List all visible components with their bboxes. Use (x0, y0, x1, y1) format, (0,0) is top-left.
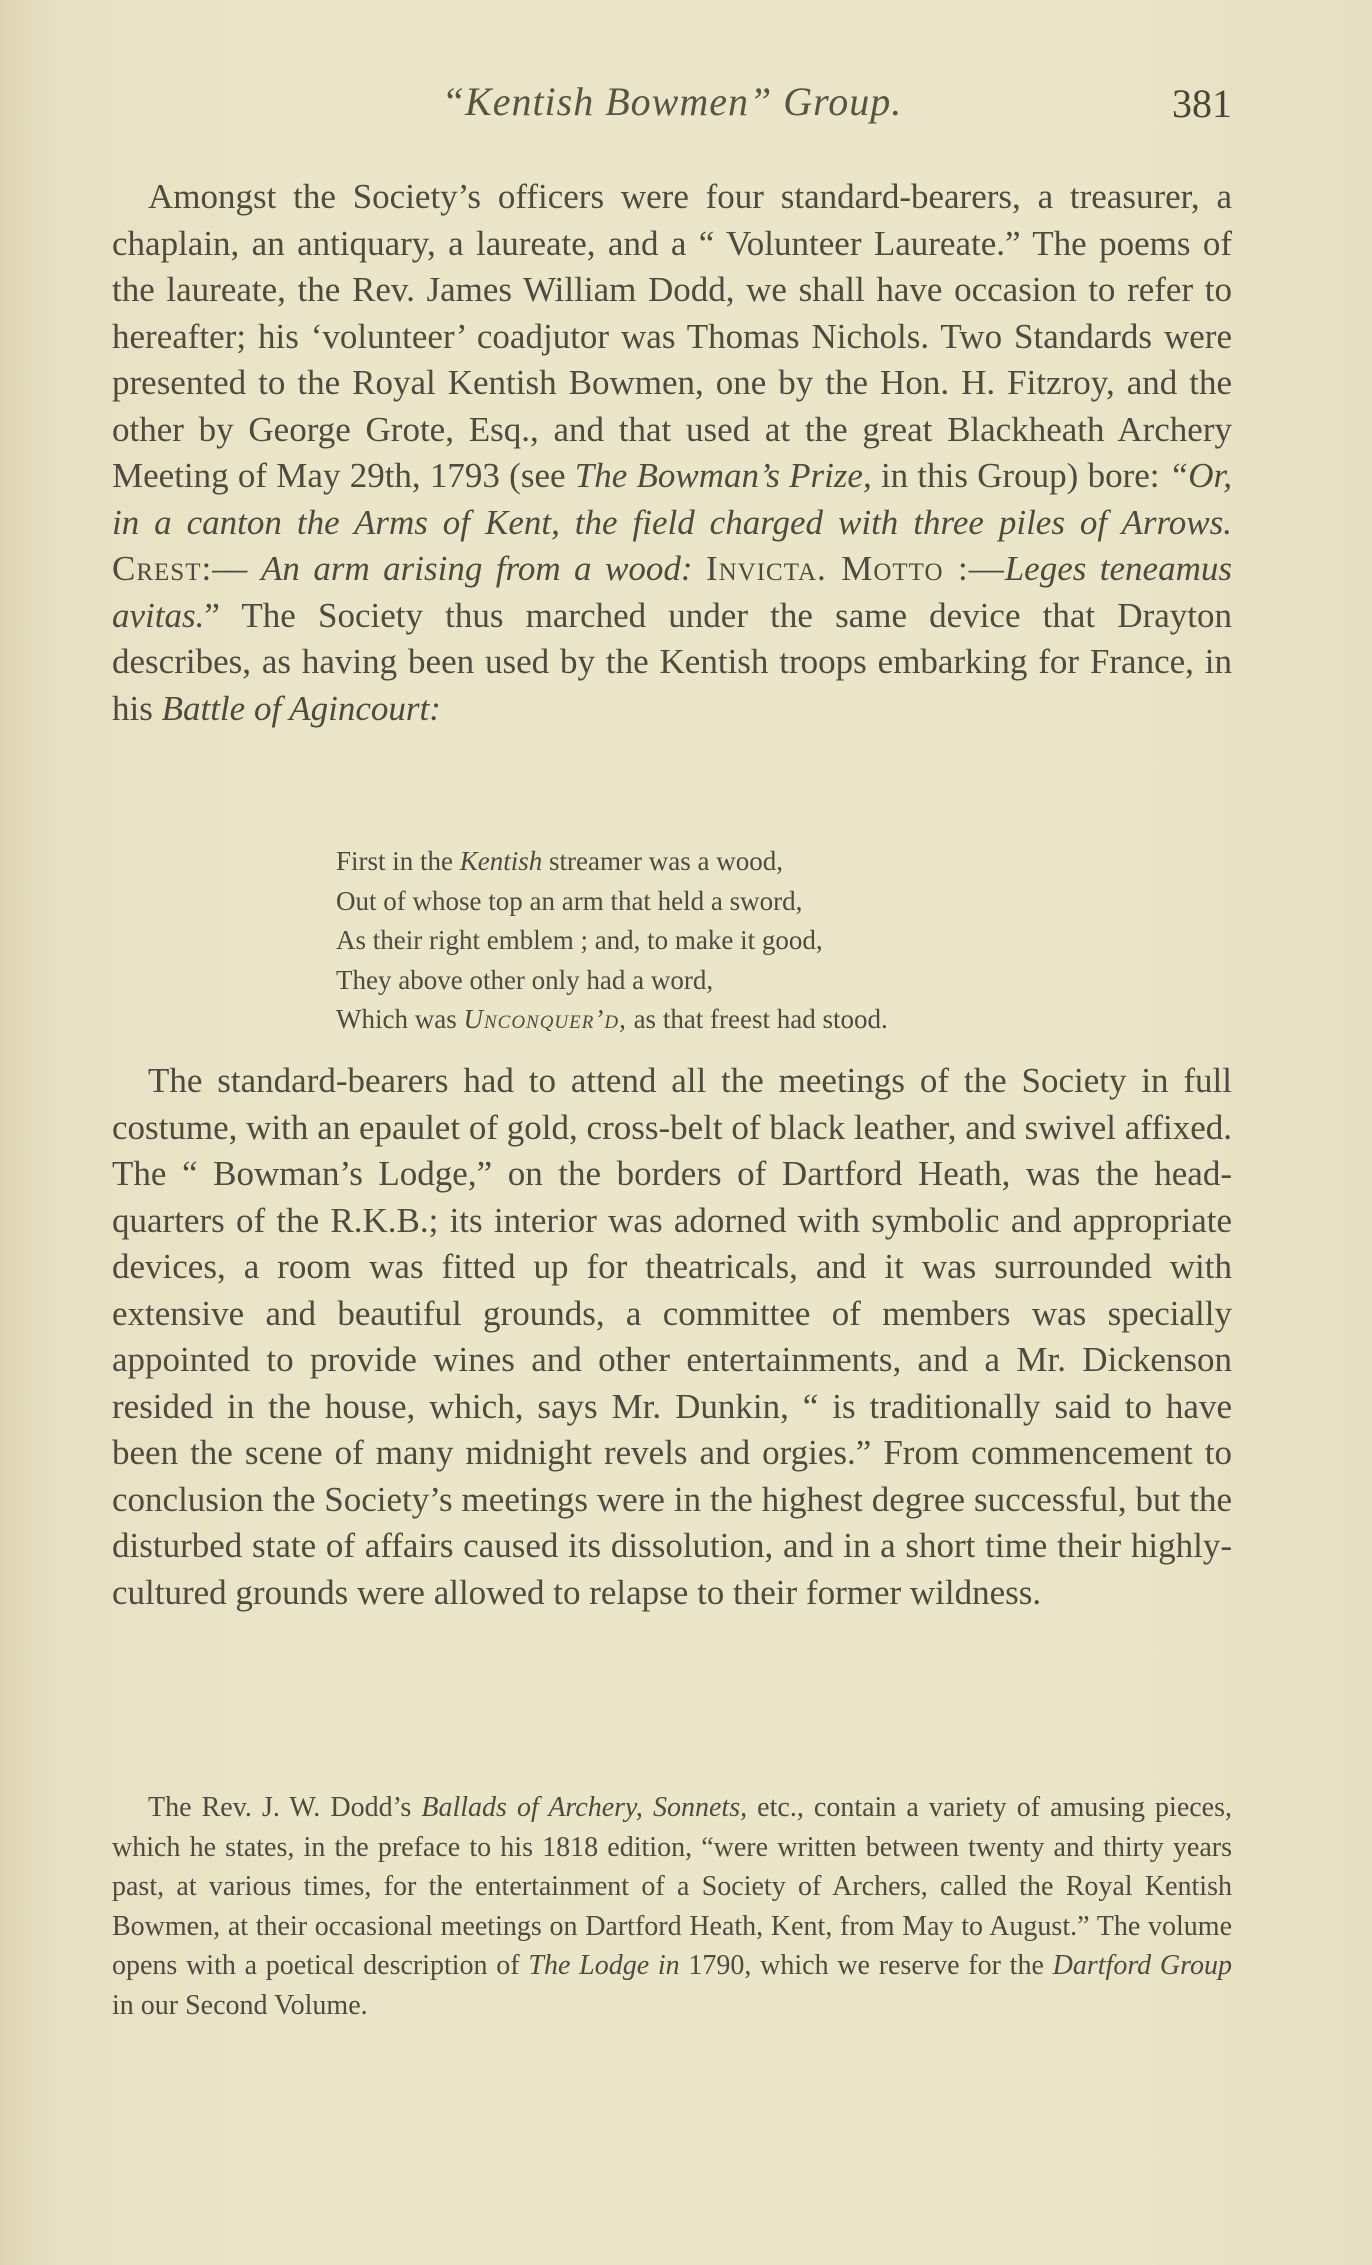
title-bowmans-prize: The Bowman’s Prize, (574, 456, 872, 495)
invicta-text: Invicta. (705, 549, 827, 588)
paragraph-text: ” The Society thus marched under the same device that Drayton describes, as having been used by the Kentish troops embarking for France, in his (112, 595, 1232, 728)
motto-label: Motto :— (826, 549, 1005, 588)
poem-italic: Kentish (459, 846, 543, 876)
page-number: 381 (1172, 81, 1232, 126)
note-text: 1790, which we reserve for the (679, 1950, 1053, 1981)
crest-label: Crest:— (112, 549, 249, 588)
note-text: etc., contain a variety of amusing pieces, which he states, in the preface to his 1818 edition, “were written between twenty and thirty years past, at various times, for the entertainment of a Society of Archers, called the Royal Kentish Bowmen, at their occasional meetings on Dartford Heath, Kent, from May to August.” The volume opens with a poetical description of (112, 1792, 1233, 1981)
poem-line (336, 1000, 1136, 1040)
title-dartford-group: Dartford Group (1052, 1950, 1232, 1981)
paragraph-officers (112, 174, 1232, 732)
poem-line (336, 842, 1136, 882)
page-header (112, 78, 1232, 138)
title-the-lodge: The Lodge in (528, 1950, 680, 1981)
footnote (112, 1788, 1232, 2025)
motto-text: Leges teneamus avitas. (112, 549, 1232, 635)
poem-line: Out of whose top an arm that held a sword, (336, 885, 803, 916)
title-battle-of-agincourt: Battle of Agincourt: (161, 688, 441, 728)
crest-text: An arm arising from a wood: (248, 549, 706, 588)
poem-italic: Unconquer’d, (463, 1004, 627, 1034)
paragraph-text: The standard-bearers had to attend all the meetings of the Society in full costume, with an epaulet of gold, cross-belt of black leather, and swivel affixed. The “ Bowman’s Lodge,” on the borders of Dartford Heath, was the head-quarters of the R.K.B.; its interior was adorned with symbolic and appropriate devices, a room was fitted up for theatricals, and it was surrounded with extensive and beautiful grounds, a committee of members was specially appointed to provide wines and other entertainments, and a Mr. Dickenson resided in the house, which, says Mr. Dunkin, “ is traditionally said to have been the scene of many midnight revels and orgies.” From commencement to conclusion the Society’s meetings were in the highest degree successful, but the disturbed state of affairs caused its dissolution, and in a short time their highly-cultured grounds were allowed to relapse to their former wildness. (112, 1061, 1232, 1612)
running-title: “Kentish Bowmen” Group. (441, 79, 903, 124)
paragraph-standard-bearers (112, 1058, 1232, 1616)
poem-text: streamer was a wood, (542, 846, 783, 876)
paragraph-text: in this Group) bore: (871, 456, 1169, 495)
poem-text: First in the (336, 846, 460, 876)
poem-line: As their right emblem ; and, to make it good, (336, 925, 823, 955)
poem-text: as that freest had stood. (626, 1004, 888, 1034)
poem-quotation (336, 842, 1136, 1040)
note-text: The Rev. J. W. Dodd’s (148, 1792, 422, 1823)
note-text: in our Second Volume. (112, 1989, 368, 2021)
title-ballads-of-archery: Ballads of Archery, Sonnets, (421, 1792, 748, 1823)
poem-text: Which was (336, 1004, 464, 1034)
paragraph-text: Amongst the Society’s officers were four standard-bearers, a treasurer, a chaplain, an antiquary, a laureate, and a “ Volunteer Laureate.” The poems of the laureate, the Rev. James William Dodd, we shall have occasion to refer to hereafter; his ‘volunteer’ coadjutor was Thomas Nichols. Two Standards were presented to the Royal Kentish Bowmen, one by the Hon. H. Fitzroy, and the other by George Grote, Esq., and that used at the great Blackheath Archery Meeting of May 29th, 1793 (see (112, 177, 1232, 495)
blazon-text: “Or, in a canton the Arms of Kent, the field charged with three piles of Arrows. (112, 456, 1232, 542)
poem-line: They above other only had a word, (336, 964, 714, 995)
